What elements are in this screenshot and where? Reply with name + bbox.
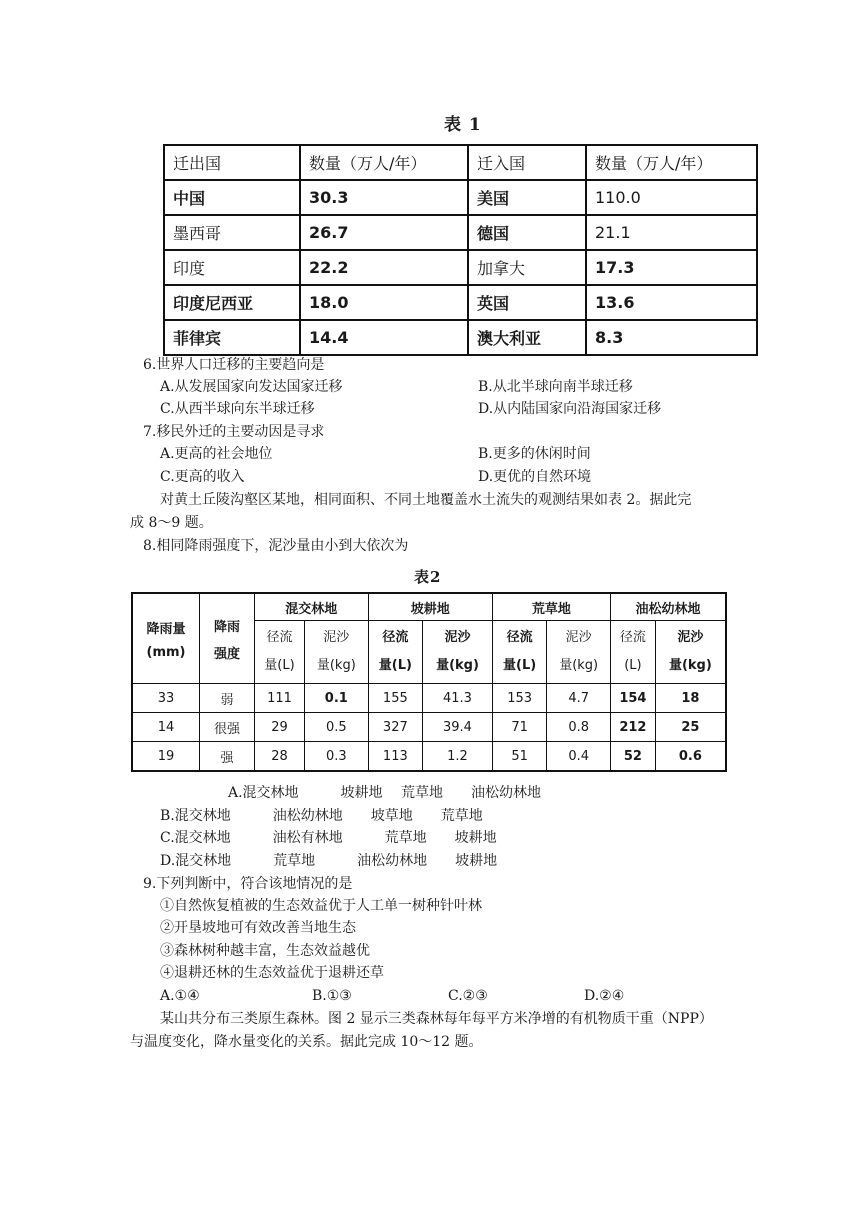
sub-label: 量(kg) bbox=[668, 658, 712, 673]
table-cell: 13.6 bbox=[586, 285, 757, 320]
passage-line: 与温度变化，降水量变化的关系。据此完成 10～12 题。 bbox=[130, 1034, 483, 1050]
sub-label: 径流 bbox=[382, 630, 409, 645]
table-header: 荒草地 bbox=[492, 593, 610, 621]
table-header bbox=[655, 621, 726, 684]
sub-label: 泥沙 bbox=[323, 630, 350, 645]
question-8-option-a: A.混交林地 坡耕地 荒草地 油松幼林地 bbox=[228, 785, 542, 801]
table-header bbox=[423, 621, 493, 684]
question-6-option-b: B.从北半球向南半球迁移 bbox=[478, 379, 633, 395]
question-9-statement: ③森林树种越丰富，生态效益越优 bbox=[160, 943, 370, 959]
question-9-option-a: A.①④ bbox=[160, 988, 200, 1004]
table-cell: 德国 bbox=[468, 215, 586, 250]
table-cell: 19 bbox=[132, 742, 200, 772]
table-cell: 155 bbox=[368, 684, 422, 713]
question-7-option-a: A.更高的社会地位 bbox=[160, 446, 273, 462]
table-cell: 中国 bbox=[164, 180, 300, 215]
table-cell: 28 bbox=[255, 742, 305, 772]
table-cell: 18.0 bbox=[300, 285, 468, 320]
question-8-option-d: D.混交林地 荒草地 油松幼林地 坡耕地 bbox=[160, 853, 498, 869]
table-cell: 33 bbox=[132, 684, 200, 713]
table-cell: 加拿大 bbox=[468, 250, 586, 285]
table-cell: 212 bbox=[610, 713, 655, 742]
table-cell: 印度尼西亚 bbox=[164, 285, 300, 320]
question-7-stem: 7.移民外迁的主要动因是寻求 bbox=[143, 424, 325, 440]
table-cell: 0.4 bbox=[547, 742, 611, 772]
sub-label: 量(L) bbox=[264, 658, 295, 673]
table-row bbox=[164, 215, 757, 250]
table-cell: 1.2 bbox=[423, 742, 493, 772]
table-header bbox=[305, 621, 369, 684]
sub-label: 径流 bbox=[266, 630, 293, 645]
sub-label: 量(L) bbox=[378, 658, 412, 673]
table-cell: 41.3 bbox=[423, 684, 493, 713]
question-9-option-b: B.①③ bbox=[312, 988, 352, 1004]
table-header: 迁出国 bbox=[164, 145, 300, 180]
table-row bbox=[132, 593, 726, 621]
table-cell: 14 bbox=[132, 713, 200, 742]
table-cell: 21.1 bbox=[586, 215, 757, 250]
table-cell: 26.7 bbox=[300, 215, 468, 250]
table-cell: 153 bbox=[492, 684, 546, 713]
table-cell: 美国 bbox=[468, 180, 586, 215]
table-header bbox=[547, 621, 611, 684]
table-cell: 4.7 bbox=[547, 684, 611, 713]
question-9-option-c: C.②③ bbox=[448, 988, 488, 1004]
table-cell: 71 bbox=[492, 713, 546, 742]
table-header bbox=[610, 621, 655, 684]
table-row bbox=[164, 320, 757, 355]
table-cell: 113 bbox=[368, 742, 422, 772]
table-cell: 51 bbox=[492, 742, 546, 772]
table-cell: 英国 bbox=[468, 285, 586, 320]
table-cell: 印度 bbox=[164, 250, 300, 285]
sub-label: 泥沙 bbox=[444, 630, 471, 645]
question-9-statement: ④退耕还林的生态效益优于退耕还草 bbox=[160, 965, 384, 981]
table-cell: 111 bbox=[255, 684, 305, 713]
question-7-option-c: C.更高的收入 bbox=[160, 469, 245, 485]
question-8-option-b: B.混交林地 油松幼林地 坡草地 荒草地 bbox=[160, 808, 483, 824]
sub-label: 泥沙 bbox=[677, 630, 704, 645]
table-cell: 17.3 bbox=[586, 250, 757, 285]
table-cell: 52 bbox=[610, 742, 655, 772]
table-header bbox=[132, 593, 200, 684]
question-7-option-b: B.更多的休闲时间 bbox=[478, 446, 591, 462]
passage-line: 对黄土丘陵沟壑区某地，相同面积、不同土地覆盖水土流失的观测结果如表 2。据此完 bbox=[160, 492, 692, 508]
question-6-option-c: C.从西半球向东半球迁移 bbox=[160, 401, 315, 417]
table-cell: 30.3 bbox=[300, 180, 468, 215]
table-cell: 0.6 bbox=[655, 742, 726, 772]
table-cell: 110.0 bbox=[586, 180, 757, 215]
table-cell: 8.3 bbox=[586, 320, 757, 355]
table-row bbox=[164, 145, 757, 180]
table-cell: 29 bbox=[255, 713, 305, 742]
table-cell: 0.1 bbox=[305, 684, 369, 713]
table1-title: 表 1 bbox=[444, 115, 482, 135]
table-header: 混交林地 bbox=[255, 593, 369, 621]
table-cell: 154 bbox=[610, 684, 655, 713]
table-header: 数量（万人/年） bbox=[300, 145, 468, 180]
table-cell: 0.3 bbox=[305, 742, 369, 772]
table-header bbox=[255, 621, 305, 684]
table-cell: 澳大利亚 bbox=[468, 320, 586, 355]
table2-title: 表2 bbox=[414, 568, 442, 586]
sub-label: 量(L) bbox=[503, 658, 537, 673]
intensity-label: 强度 bbox=[213, 646, 240, 662]
table-cell: 弱 bbox=[200, 684, 255, 713]
table-row bbox=[132, 713, 726, 742]
question-8-stem: 8.相同降雨强度下，泥沙量由小到大依次为 bbox=[143, 538, 409, 554]
table-row bbox=[132, 742, 726, 772]
question-9-option-d: D.②④ bbox=[584, 988, 625, 1004]
question-7-option-d: D.更优的自然环境 bbox=[478, 469, 592, 485]
passage-line: 成 8～9 题。 bbox=[130, 515, 213, 531]
table-row bbox=[132, 684, 726, 713]
table-cell: 强 bbox=[200, 742, 255, 772]
table-cell: 22.2 bbox=[300, 250, 468, 285]
question-6-stem: 6.世界人口迁移的主要趋向是 bbox=[143, 357, 325, 373]
table1 bbox=[163, 144, 758, 356]
rain-unit: (mm) bbox=[146, 644, 186, 660]
question-8-option-c: C.混交林地 油松有林地 荒草地 坡耕地 bbox=[160, 830, 497, 846]
table-header: 数量（万人/年） bbox=[586, 145, 757, 180]
question-6-option-a: A.从发展国家向发达国家迁移 bbox=[160, 379, 343, 395]
question-9-statement: ①自然恢复植被的生态效益优于人工单一树种针叶林 bbox=[160, 898, 482, 914]
table-header bbox=[200, 593, 255, 684]
table-header: 油松幼林地 bbox=[610, 593, 726, 621]
table-cell: 菲律宾 bbox=[164, 320, 300, 355]
table-row bbox=[164, 180, 757, 215]
sub-label: 量(kg) bbox=[436, 658, 479, 673]
question-9-statement: ②开垦坡地可有效改善当地生态 bbox=[160, 920, 356, 936]
table-cell: 很强 bbox=[200, 713, 255, 742]
question-9-stem: 9.下列判断中，符合该地情况的是 bbox=[143, 876, 353, 892]
passage-line: 某山共分布三类原生森林。图 2 显示三类森林每年每平方米净增的有机物质干重（NPP） bbox=[160, 1011, 713, 1027]
table-cell: 25 bbox=[655, 713, 726, 742]
question-6-option-d: D.从内陆国家向沿海国家迁移 bbox=[478, 401, 662, 417]
table-cell: 18 bbox=[655, 684, 726, 713]
sub-label: (L) bbox=[624, 658, 642, 673]
sub-label: 量(kg) bbox=[559, 658, 599, 673]
table-header bbox=[368, 621, 422, 684]
table-header: 坡耕地 bbox=[368, 593, 492, 621]
table-row bbox=[164, 285, 757, 320]
table-header bbox=[492, 621, 546, 684]
sub-label: 量(kg) bbox=[316, 658, 356, 673]
table-row bbox=[164, 250, 757, 285]
rain-label: 降雨量 bbox=[146, 621, 186, 637]
intensity-label: 降雨 bbox=[213, 619, 240, 635]
sub-label: 径流 bbox=[619, 630, 646, 645]
table-cell: 14.4 bbox=[300, 320, 468, 355]
table-cell: 0.5 bbox=[305, 713, 369, 742]
table-cell: 墨西哥 bbox=[164, 215, 300, 250]
sub-label: 泥沙 bbox=[565, 630, 592, 645]
table-cell: 0.8 bbox=[547, 713, 611, 742]
sub-label: 径流 bbox=[506, 630, 533, 645]
table-cell: 39.4 bbox=[423, 713, 493, 742]
table-cell: 327 bbox=[368, 713, 422, 742]
table-header: 迁入国 bbox=[468, 145, 586, 180]
table2 bbox=[131, 592, 727, 772]
